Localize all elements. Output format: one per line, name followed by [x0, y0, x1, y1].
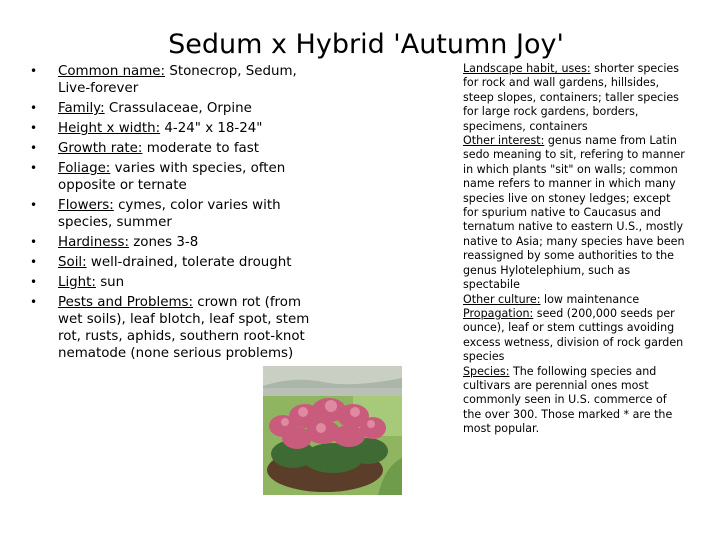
- fact-value: varies with species, often opposite or ternate: [58, 161, 286, 193]
- detail-label: Species:: [463, 364, 510, 378]
- list-item: [30, 274, 310, 291]
- fact-label: Growth rate:: [58, 141, 143, 156]
- detail-value: low maintenance: [540, 292, 640, 306]
- bullet-icon: •: [30, 64, 38, 78]
- plant-facts-list: [30, 63, 310, 365]
- detail-value: The following species and cultivars are perennial ones most commonly seen in U.S. commerce of the over 300. Those marked * are the most popular.: [463, 364, 673, 436]
- fact-value: crown rot (from wet soils), leaf blotch, leaf spot, stem rot, rusts, aphids, southern root-knot nematode (none serious problems): [58, 295, 310, 361]
- plant-details-text: [463, 62, 688, 437]
- fact-value: moderate to fast: [142, 141, 259, 156]
- detail-label: Landscape habit, uses:: [463, 62, 591, 75]
- detail-label: Other interest:: [463, 134, 545, 148]
- list-item: [30, 294, 310, 362]
- fact-label: Pests and Problems:: [58, 295, 193, 310]
- detail-value: shorter species for rock and wall gardens, hillsides, steep slopes, containers; taller species for large rock gardens, borders, specimens, containers: [463, 62, 680, 133]
- list-item: [30, 120, 310, 137]
- detail-value: genus name from Latin sedo meaning to sit, refering to manner in which plants "sit" on walls; common name refers to manner in which many species live on stoney ledges; except for spurium native to Caucasus and ternatum native to eastern U.S., mostly native to Asia; many species have been reassigned by some authorities to the genus Hylotelephium, such as spectabile: [463, 134, 685, 292]
- list-item: [30, 197, 310, 231]
- detail-paragraph: [463, 134, 688, 292]
- list-item: [30, 140, 310, 157]
- detail-paragraph: [463, 62, 688, 134]
- fact-value: well-drained, tolerate drought: [86, 255, 292, 270]
- list-item: [30, 63, 310, 97]
- page-title: Sedum x Hybrid 'Autumn Joy': [168, 29, 564, 60]
- detail-paragraph: [463, 293, 688, 307]
- bullet-icon: •: [30, 255, 38, 269]
- list-item: [30, 254, 310, 271]
- bullet-icon: •: [30, 141, 38, 155]
- fact-value: Crassulaceae, Orpine: [104, 101, 252, 116]
- fact-label: Foliage:: [58, 161, 111, 176]
- detail-paragraph: [463, 365, 688, 437]
- list-item: [30, 100, 310, 117]
- fact-value: Stonecrop, Sedum, Live-forever: [58, 64, 297, 96]
- fact-value: zones 3-8: [128, 235, 199, 250]
- fact-label: Hardiness:: [58, 235, 129, 250]
- fact-value: sun: [95, 275, 125, 290]
- fact-label: Soil:: [58, 255, 87, 270]
- list-item: [30, 234, 310, 251]
- fact-value: 4-24" x 18-24": [160, 121, 263, 136]
- list-item: [30, 160, 310, 194]
- bullet-icon: •: [30, 235, 38, 249]
- detail-label: Other culture:: [463, 292, 541, 306]
- detail-value: seed (200,000 seeds per ounce), leaf or stem cuttings avoiding excess wetness, division of rock garden species: [463, 306, 684, 364]
- fact-label: Common name:: [58, 64, 166, 79]
- fact-value: cymes, color varies with species, summer: [58, 198, 281, 230]
- bullet-icon: •: [30, 101, 38, 115]
- bullet-icon: •: [30, 121, 38, 135]
- fact-label: Family:: [58, 101, 105, 116]
- bullet-icon: •: [30, 275, 38, 289]
- detail-label: Propagation:: [463, 306, 534, 320]
- fact-label: Flowers:: [58, 198, 114, 213]
- fact-label: Light:: [58, 275, 96, 290]
- fact-label: Height x width:: [58, 121, 161, 136]
- bullet-icon: •: [30, 295, 38, 309]
- sedum-flower-photo: [263, 366, 402, 495]
- bullet-icon: •: [30, 198, 38, 212]
- detail-paragraph: [463, 307, 688, 365]
- bullet-icon: •: [30, 161, 38, 175]
